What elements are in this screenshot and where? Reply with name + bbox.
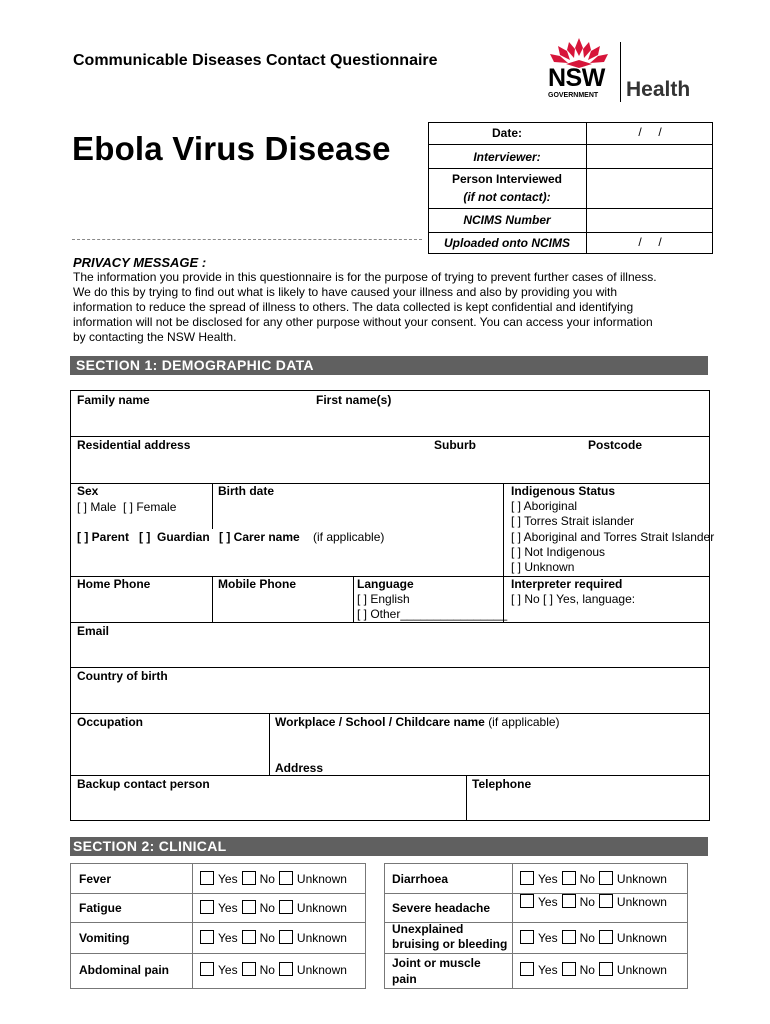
yes-checkbox[interactable] — [200, 871, 214, 885]
logo-divider — [620, 42, 621, 102]
unknown-label: Unknown — [616, 963, 667, 977]
yes-checkbox[interactable] — [520, 962, 534, 976]
backup-contact-label: Backup contact person — [77, 777, 210, 791]
privacy-message — [73, 270, 723, 345]
country-of-birth-label: Country of birth — [77, 669, 168, 683]
person-interviewed-sub: (if not contact): — [463, 190, 551, 204]
section1-title: SECTION 1: DEMOGRAPHIC DATA — [76, 357, 314, 373]
unknown-checkbox[interactable] — [279, 930, 293, 944]
email-label: Email — [77, 624, 110, 638]
date-field[interactable]: / / — [638, 125, 662, 139]
privacy-line: The information you provide in this questionnaire is for the purpose of trying to prevent further cases of illness. — [73, 270, 657, 284]
yes-label: Yes — [218, 872, 238, 886]
symptom-label: Fever — [79, 872, 112, 886]
indigenous-option[interactable]: [ ] Torres Strait islander — [511, 514, 635, 529]
indigenous-status-label: Indigenous Status — [511, 484, 616, 498]
symptom-label: Fatigue — [79, 901, 122, 915]
no-checkbox[interactable] — [242, 900, 256, 914]
yes-label: Yes — [218, 963, 238, 977]
symptom-label: Joint or muscle pain — [392, 956, 481, 986]
birth-date-label: Birth date — [218, 484, 275, 498]
unknown-label: Unknown — [296, 931, 347, 945]
no-checkbox[interactable] — [242, 871, 256, 885]
person-interviewed-field[interactable] — [587, 169, 712, 208]
privacy-line: information to reduce the spread of illness to others. The data collected is kept confidential and identifying — [73, 300, 634, 314]
yes-checkbox[interactable] — [520, 871, 534, 885]
language-english-option[interactable]: [ ] English — [357, 592, 410, 606]
carer-if-applicable: (if applicable) — [313, 530, 385, 544]
indigenous-options[interactable] — [511, 499, 714, 575]
indigenous-option[interactable]: [ ] Not Indigenous — [511, 544, 606, 559]
workplace-label-text: Workplace / School / Childcare name — [275, 715, 485, 729]
occupation-label: Occupation — [77, 715, 144, 729]
workplace-label — [275, 715, 560, 729]
home-phone-label: Home Phone — [77, 577, 151, 591]
yes-label: Yes — [218, 931, 238, 945]
workplace-note: (if applicable) — [488, 715, 560, 729]
symptom-options — [520, 871, 671, 886]
indigenous-option[interactable]: [ ] Unknown — [511, 560, 575, 575]
no-checkbox[interactable] — [242, 962, 256, 976]
yes-checkbox[interactable] — [520, 930, 534, 944]
ncims-number-field[interactable] — [587, 209, 712, 232]
unknown-label: Unknown — [616, 895, 667, 909]
no-label: No — [259, 901, 275, 915]
date-label: Date: — [491, 126, 522, 140]
no-checkbox[interactable] — [562, 930, 576, 944]
privacy-heading: PRIVACY MESSAGE : — [73, 255, 207, 270]
symptom-options — [520, 894, 671, 909]
carer-option[interactable]: [ ] Carer name — [219, 530, 300, 544]
language-label: Language — [357, 577, 414, 591]
first-names-label: First name(s) — [316, 393, 392, 407]
no-label: No — [259, 963, 275, 977]
address-label: Address — [275, 761, 324, 775]
name-field[interactable] — [71, 408, 709, 436]
person-interviewed-label: Person Interviewed — [451, 172, 563, 186]
uploaded-date-field[interactable]: / / — [638, 235, 662, 249]
section2-header — [70, 837, 708, 856]
country-of-birth-field[interactable] — [71, 684, 709, 713]
unknown-checkbox[interactable] — [279, 962, 293, 976]
yes-label: Yes — [538, 963, 558, 977]
symptom-label: Abdominal pain — [79, 963, 169, 977]
symptom-label: Vomiting — [79, 931, 130, 945]
language-other-option[interactable]: [ ] Other________________ — [357, 607, 508, 621]
symptom-label: Unexplained bruising or bleeding — [392, 922, 508, 951]
questionnaire-title: Communicable Diseases Contact Questionnaire — [73, 52, 438, 69]
clinical-table-left — [70, 863, 366, 989]
unknown-checkbox[interactable] — [279, 871, 293, 885]
yes-checkbox[interactable] — [200, 930, 214, 944]
unknown-label: Unknown — [296, 901, 347, 915]
logo-nsw: NSW — [548, 64, 605, 92]
unknown-checkbox[interactable] — [599, 894, 613, 908]
suburb-label: Suburb — [434, 438, 476, 452]
indigenous-option[interactable]: [ ] Aboriginal — [511, 499, 578, 513]
yes-checkbox[interactable] — [200, 962, 214, 976]
symptom-label: Diarrhoea — [392, 872, 449, 886]
symptom-options — [200, 962, 351, 977]
symptom-options — [200, 900, 351, 915]
email-field[interactable] — [71, 639, 709, 667]
symptom-options — [520, 930, 671, 945]
mobile-phone-label: Mobile Phone — [218, 577, 296, 591]
no-checkbox[interactable] — [562, 894, 576, 908]
symptom-label: Severe headache — [392, 901, 491, 915]
unknown-label: Unknown — [296, 872, 347, 886]
yes-label: Yes — [538, 895, 558, 909]
yes-label: Yes — [538, 872, 558, 886]
privacy-line: by contacting the NSW Health. — [73, 330, 237, 344]
sex-label: Sex — [77, 484, 99, 498]
section2-title: SECTION 2: CLINICAL — [73, 838, 227, 854]
no-label: No — [579, 872, 595, 886]
unknown-checkbox[interactable] — [279, 900, 293, 914]
unknown-checkbox[interactable] — [599, 962, 613, 976]
no-checkbox[interactable] — [562, 871, 576, 885]
disease-title: Ebola Virus Disease — [72, 130, 391, 167]
parent-option[interactable]: [ ] Parent — [77, 530, 130, 544]
no-label: No — [579, 931, 595, 945]
no-label: No — [579, 963, 595, 977]
no-checkbox[interactable] — [242, 930, 256, 944]
privacy-line: information will not be disclosed for any other purpose without your consent. You can access your information — [73, 315, 653, 329]
no-label: No — [259, 872, 275, 886]
meta-table — [428, 122, 713, 253]
symptom-options — [200, 871, 351, 886]
section1-header — [70, 356, 708, 375]
interpreter-options[interactable]: [ ] No [ ] Yes, language: — [511, 592, 636, 606]
yes-label: Yes — [218, 901, 238, 915]
no-label: No — [579, 895, 595, 909]
postcode-label: Postcode — [588, 438, 643, 452]
sex-options[interactable]: [ ] Male [ ] Female — [77, 500, 177, 514]
yes-checkbox[interactable] — [520, 894, 534, 908]
residential-address-label: Residential address — [77, 438, 191, 452]
interpreter-required-label: Interpreter required — [511, 577, 623, 591]
unknown-checkbox[interactable] — [599, 871, 613, 885]
yes-checkbox[interactable] — [200, 900, 214, 914]
yes-label: Yes — [538, 931, 558, 945]
family-name-label: Family name — [77, 393, 150, 407]
no-checkbox[interactable] — [562, 962, 576, 976]
clinical-table-right — [384, 863, 688, 989]
unknown-label: Unknown — [296, 963, 347, 977]
uploaded-label: Uploaded onto NCIMS — [444, 236, 570, 250]
symptom-options — [200, 930, 351, 945]
unknown-label: Unknown — [616, 872, 667, 886]
logo-health: Health — [626, 78, 691, 101]
guardian-option[interactable]: [ ] Guardian — [139, 530, 210, 544]
privacy-line: We do this by trying to find out what is likely to have caused your illness and also by providing you with — [73, 285, 618, 299]
telephone-label: Telephone — [472, 777, 532, 791]
interviewer-label: Interviewer: — [473, 150, 541, 164]
address-field[interactable] — [71, 453, 709, 483]
indigenous-option[interactable]: [ ] Aboriginal and Torres Strait Islander — [511, 529, 715, 544]
ncims-number-label: NCIMS Number — [463, 213, 551, 227]
header-divider — [72, 239, 422, 240]
nsw-health-logo — [544, 36, 704, 106]
logo-government: GOVERNMENT — [548, 92, 599, 99]
interviewer-field[interactable] — [587, 145, 712, 168]
unknown-checkbox[interactable] — [599, 930, 613, 944]
unknown-label: Unknown — [616, 931, 667, 945]
demographic-table — [70, 390, 715, 821]
no-label: No — [259, 931, 275, 945]
symptom-options — [520, 962, 671, 977]
